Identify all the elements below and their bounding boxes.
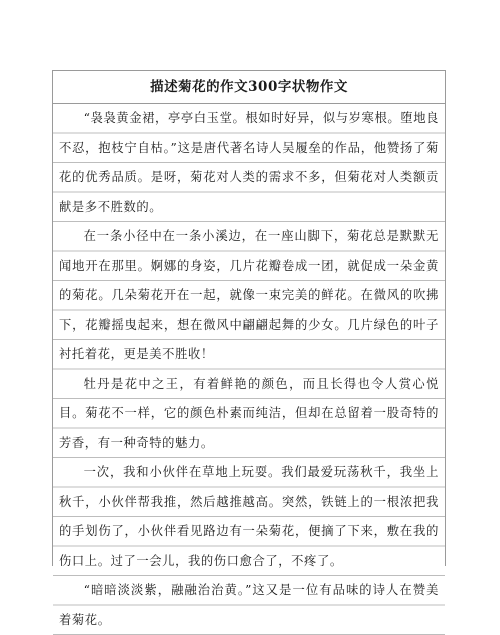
paragraph-1: “袅袅黄金裙，亭亭白玉堂。根如时好异，似与岁寒根。堕地良不忍，抱枝宁自枯。”这是唐代著名诗人吴履垒的作品，他赞扬了菊花的优秀品质。是呀，菊花对人类的需求不多，但菊花对人类额贡献是多不胜数的。 (59, 111, 439, 214)
essay-title: 描述菊花的作文300字状物作文 (53, 71, 445, 104)
paragraph-2: 在一条小径中在一条小溪边，在一座山脚下，菊花总是默默无闻地开在那里。婀娜的身姿，几片花瓣卷成一团，就促成一朵金黄的菊花。几朵菊花开在一起，就像一束完美的鲜花。在微风的吹拂下，花瓣摇曳起来，想在微风中翩翩起舞的少女。几片绿色的叶子衬托着花，更是美不胜收！ (59, 229, 439, 361)
paragraph-5: “暗暗淡淡紫，融融治治黄。”这又是一位有品味的诗人在赞美着菊花。 (59, 583, 439, 627)
essay-body (53, 104, 445, 635)
essay-sheet (52, 70, 446, 627)
paragraph-3: 牡丹是花中之王，有着鲜艳的颜色，而且长得也令人赏心悦目。菊花不一样，它的颜色朴素而纯洁，但却在总留着一股奇特的芳香，有一种奇特的魅力。 (59, 376, 439, 450)
paragraph-4: 一次，我和小伙伴在草地上玩耍。我们最爱玩荡秋千，我坐上秋千，小伙伴帮我推，然后越推越高。突然，铁链上的一根浓把我的手划伤了，小伙伴看见路边有一朵菊花，便摘了下来，敷在我的伤口上。过了一会儿，我的伤口愈合了，不疼了。 (59, 465, 439, 568)
